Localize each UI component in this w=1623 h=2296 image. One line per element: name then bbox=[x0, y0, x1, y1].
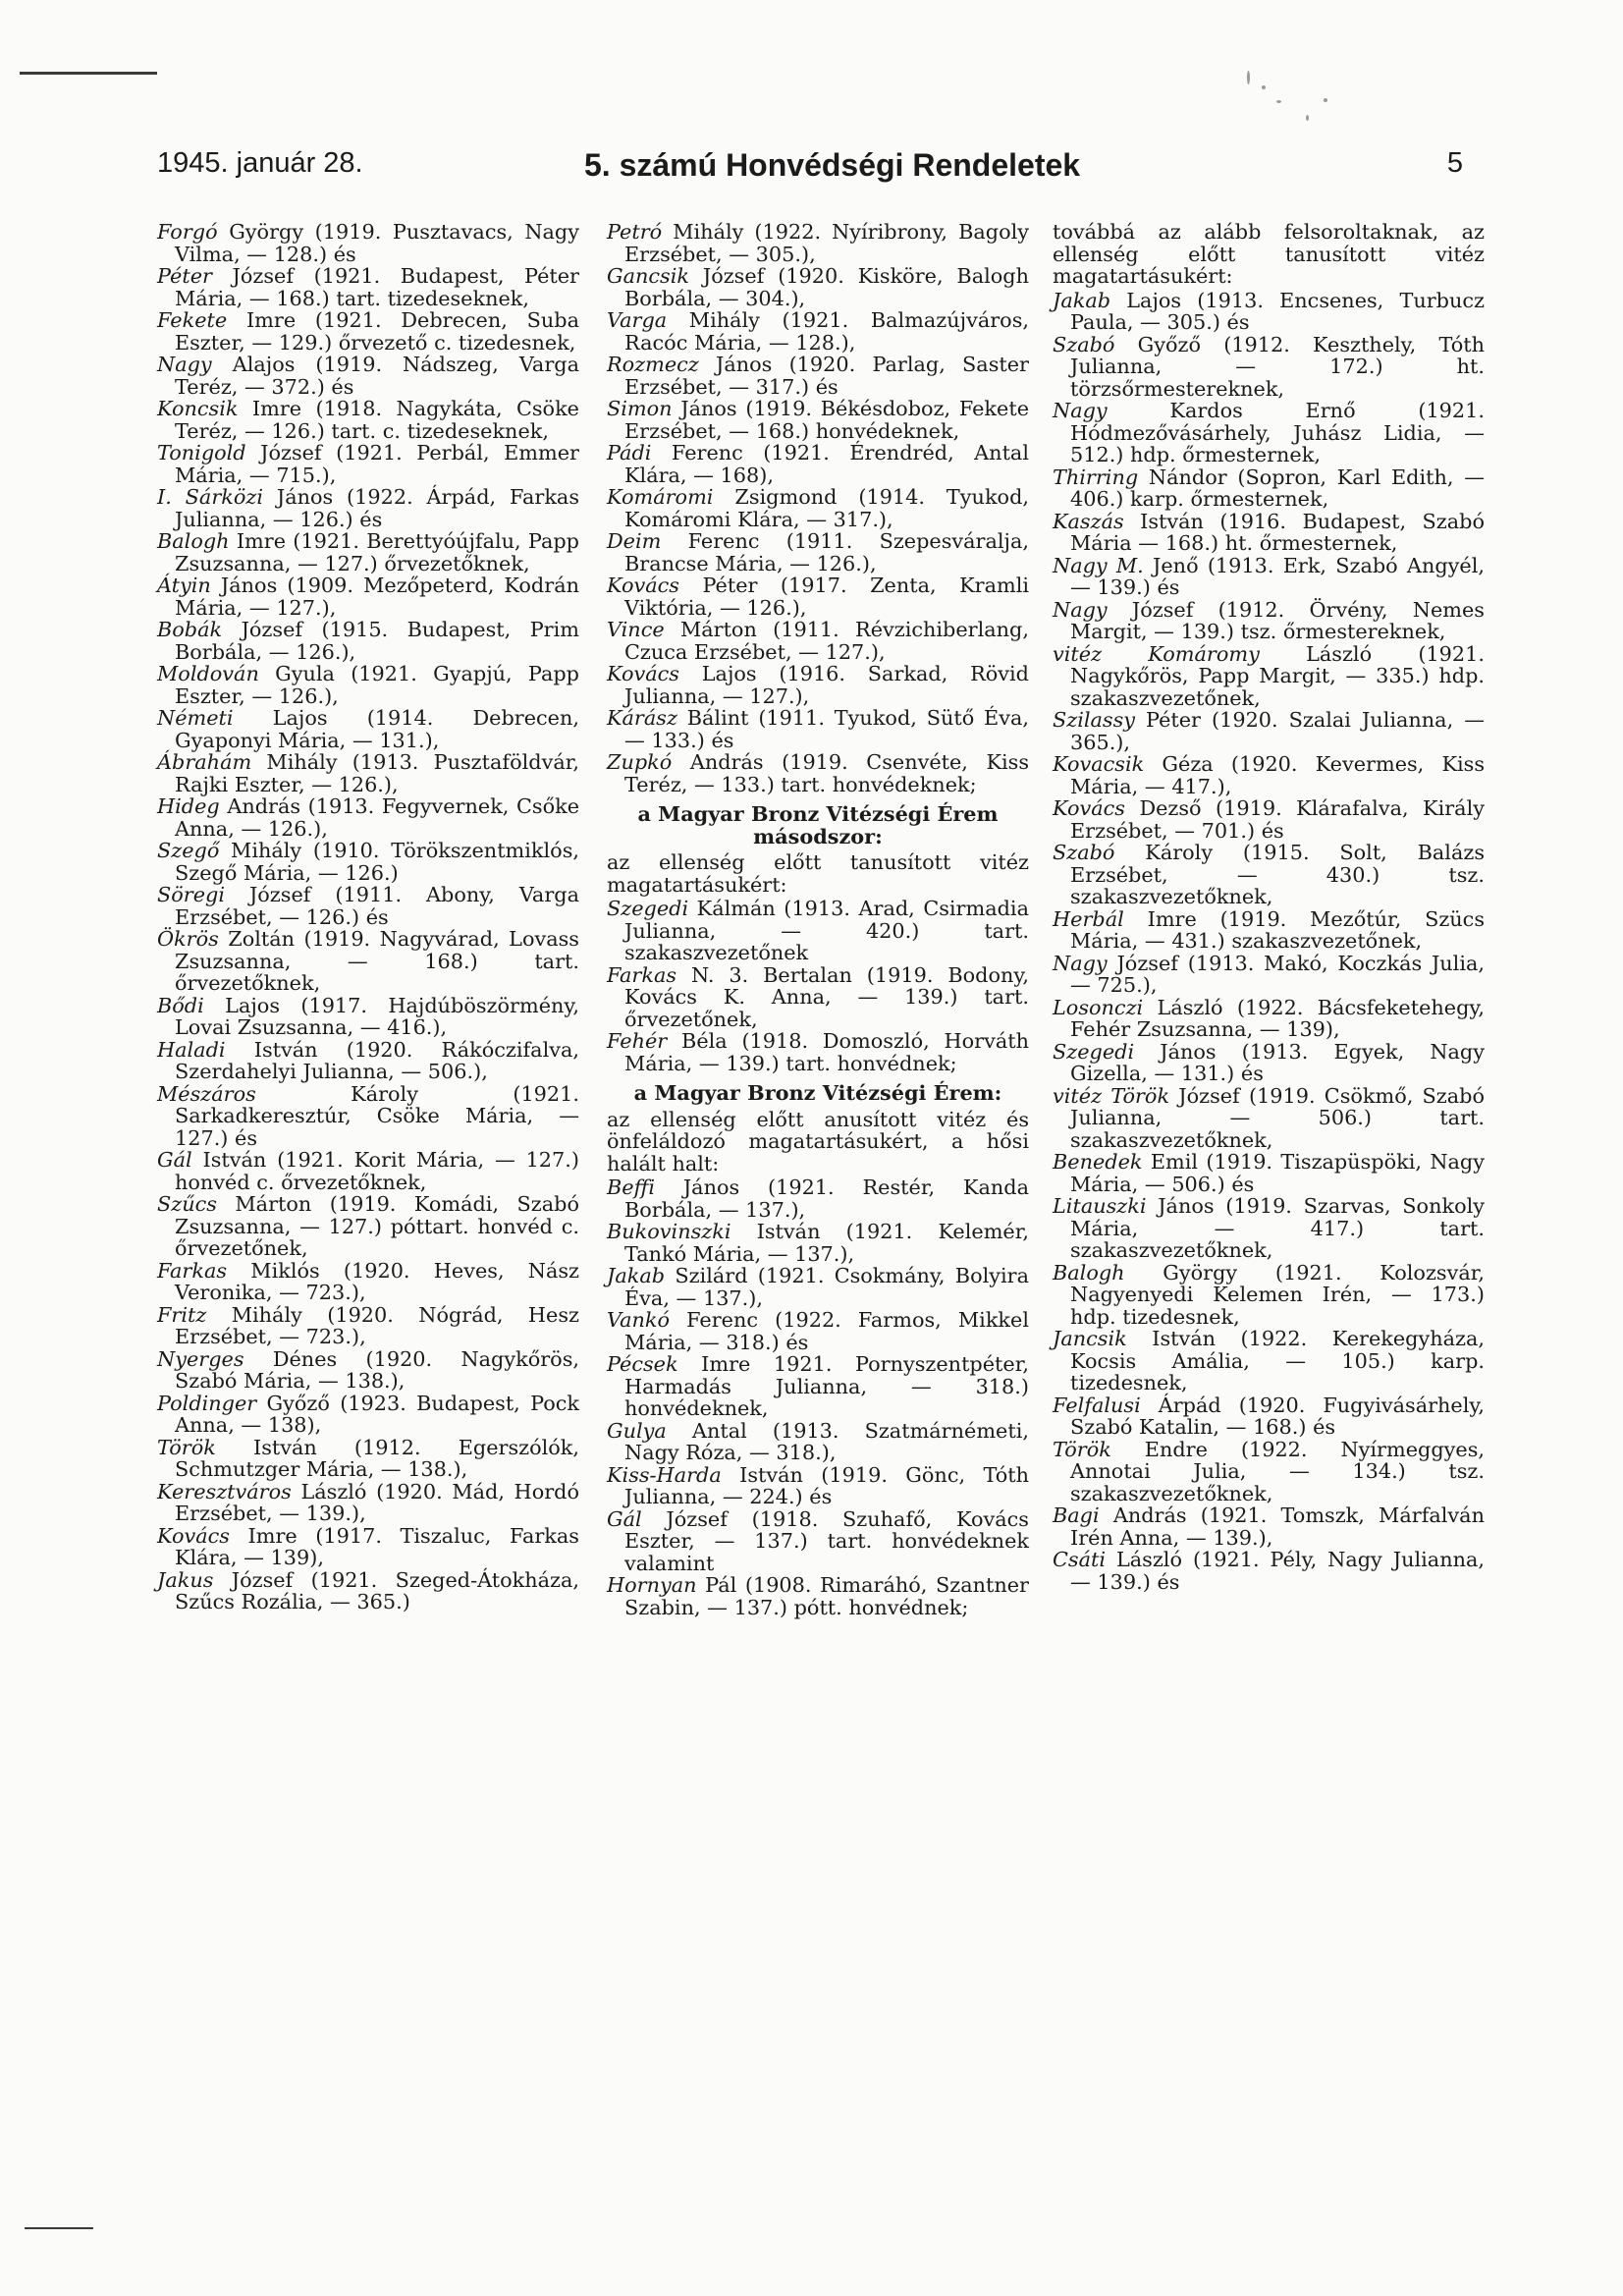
surname: Farkas bbox=[157, 1258, 228, 1283]
entry-details: Ferenc (1921. Érendréd, Antal Klára, — 168), bbox=[624, 441, 1029, 487]
entry-details: János (1913. Egyek, Nagy Gizella, — 131.) és bbox=[1070, 1039, 1485, 1085]
surname: Kovács bbox=[157, 1523, 230, 1548]
surname: Jancsik bbox=[1053, 1327, 1127, 1350]
decoration-entry bbox=[1053, 953, 1485, 997]
entry-details: Dezső (1919. Klárafalva, Király Erzsébet, — 701.) és bbox=[1070, 796, 1485, 843]
surname: Csáti bbox=[1053, 1548, 1106, 1571]
surname: Török bbox=[1053, 1437, 1111, 1461]
surname: Fehér bbox=[607, 1029, 668, 1053]
surname: Nagy bbox=[1053, 951, 1108, 975]
surname: Kovács bbox=[1053, 796, 1125, 820]
entry-details: István (1921. Kelemér, Tankó Mária, — 137.), bbox=[624, 1220, 1029, 1266]
entry-details: Mihály (1910. Törökszentmiklós, Szegő Mária, — 126.) bbox=[175, 839, 579, 885]
decoration-entry bbox=[1053, 643, 1485, 710]
entry-details: József (1921. Perbál, Emmer Mária, — 715.), bbox=[175, 441, 579, 487]
decoration-entry bbox=[157, 751, 579, 795]
publication-title: 5. számú Honvédségi Rendeletek bbox=[584, 147, 1081, 183]
decoration-entry bbox=[157, 884, 579, 928]
section-heading: a Magyar Bronz Vitézségi Érem: bbox=[633, 1080, 1002, 1105]
entry-details: Lajos (1917. Hajdúböszörmény, Lovai Zsuzsanna, — 416.), bbox=[175, 993, 579, 1039]
entry-details: István (1912. Egerszólók, Schmutzger Mária, — 138.), bbox=[175, 1435, 579, 1481]
surname: Poldinger bbox=[157, 1391, 257, 1415]
surname: Varga bbox=[607, 308, 668, 332]
entry-details: Bálint (1911. Tyukod, Sütő Éva, — 133.) és bbox=[624, 706, 1029, 752]
entry-details: Jenő (1913. Erk, Szabó Angyél, — 139.) és bbox=[1070, 553, 1485, 599]
surname: Keresztváros bbox=[157, 1479, 292, 1503]
entry-details: Imre (1917. Tiszaluc, Farkas Klára, — 139), bbox=[175, 1523, 579, 1569]
entry-details: József (1911. Abony, Varga Erzsébet, — 126.) és bbox=[175, 883, 579, 929]
decoration-entry bbox=[157, 265, 579, 309]
entry-details: József (1919. Csökmő, Szabó Julianna, — 506.) tart. szakaszvezetőknek, bbox=[1070, 1083, 1485, 1152]
surname: Losonczi bbox=[1053, 995, 1144, 1019]
decoration-entry bbox=[1053, 400, 1485, 466]
surname: Nagy bbox=[1053, 399, 1108, 422]
decoration-entry bbox=[1053, 1262, 1485, 1329]
decoration-entry bbox=[607, 964, 1029, 1031]
entry-details: László (1922. Bácsfeketehegy, Fehér Zsuzsanna, — 139), bbox=[1070, 995, 1485, 1041]
surname: Balogh bbox=[1053, 1260, 1125, 1285]
entry-details: Nándor (Sopron, Karl Edith, — 406.) karp. őrmesternek, bbox=[1070, 465, 1485, 511]
entry-details: István (1919. Gönc, Tóth Julianna, — 224.) és bbox=[624, 1462, 1029, 1508]
entry-details: András (1921. Tomszk, Márfalván Irén Anna, — 139.), bbox=[1070, 1503, 1485, 1550]
surname: Vankó bbox=[607, 1308, 671, 1332]
entry-details: János (1919. Szarvas, Sonkoly Mária, — 417.) tart. szakaszvezetőknek, bbox=[1070, 1194, 1485, 1262]
entry-details: Kálmán (1913. Arad, Csirmadia Julianna, — 420.) tart. szakaszvezetőnek bbox=[624, 897, 1029, 964]
surname: vitéz Komáromy bbox=[1053, 641, 1260, 666]
surname: Haladi bbox=[157, 1037, 226, 1062]
entry-details: Imre (1921. Debrecen, Suba Eszter, — 129.) őrvezető c. tizedesnek, bbox=[175, 308, 579, 355]
surname: Ábrahám bbox=[157, 750, 252, 774]
section-intro: az ellenség előtt tanusított vitéz magatartásukért: bbox=[607, 850, 1029, 897]
surname: Petró bbox=[607, 220, 663, 244]
page-header bbox=[157, 147, 1463, 196]
entry-details: Géza (1920. Kevermes, Kiss Mária, — 417.), bbox=[1070, 752, 1485, 798]
surname: Farkas bbox=[607, 962, 677, 987]
entry-details: Béla (1918. Domoszló, Horváth Mária, — 139.) tart. honvédnek; bbox=[624, 1029, 1029, 1075]
decoration-entry bbox=[1053, 1151, 1485, 1195]
surname: Török bbox=[157, 1435, 216, 1459]
surname: Jakus bbox=[157, 1567, 214, 1592]
decoration-entry bbox=[1053, 842, 1485, 908]
decoration-entry bbox=[157, 486, 579, 530]
entry-details: József (1912. Örvény, Nemes Margit, — 139.) tsz. őrmestereknek, bbox=[1070, 597, 1485, 643]
surname: Zupkó bbox=[607, 750, 673, 774]
surname: Jakab bbox=[1053, 288, 1111, 312]
surname: Komáromi bbox=[607, 485, 714, 509]
surname: Tonigold bbox=[157, 441, 246, 465]
decoration-entry bbox=[157, 1525, 579, 1569]
entry-details: Dénes (1920. Nagykőrös, Szabó Mária, — 138.), bbox=[175, 1346, 579, 1393]
surname: Szilassy bbox=[1053, 708, 1135, 732]
decoration-entry bbox=[607, 221, 1029, 265]
surname: Koncsik bbox=[157, 397, 239, 420]
entry-details: Gyula (1921. Gyapjú, Papp Eszter, — 126.), bbox=[175, 662, 579, 708]
surname: Beffi bbox=[607, 1175, 655, 1199]
decoration-entry bbox=[1053, 709, 1485, 753]
entry-details: Imre (1919. Mezőtúr, Szücs Mária, — 431.) szakaszvezetőnek, bbox=[1070, 906, 1485, 953]
surname: Rozmecz bbox=[607, 353, 699, 376]
decoration-entry bbox=[157, 1260, 579, 1304]
entry-details: Pál (1908. Rimaráhó, Szantner Szabin, — 137.) pótt. honvédnek; bbox=[624, 1573, 1029, 1619]
surname: Kovács bbox=[607, 574, 679, 597]
entry-details: Péter (1920. Szalai Julianna, — 365.), bbox=[1070, 708, 1485, 754]
decoration-entry bbox=[607, 1574, 1029, 1618]
entry-details: János (1922. Árpád, Farkas Julianna, — 126.) és bbox=[175, 485, 579, 531]
entry-details: Ferenc (1911. Szepesváralja, Brancse Mária, — 126.), bbox=[624, 529, 1029, 575]
decoration-entry bbox=[1053, 753, 1485, 797]
entry-details: József (1913. Makó, Koczkás Julia, — 725.), bbox=[1070, 951, 1485, 997]
entry-details: Zoltán (1919. Nagyvárad, Lovass Zsuzsanna, — 168.) tart. őrvezetőknek, bbox=[175, 927, 579, 995]
decoration-entry bbox=[157, 1569, 579, 1613]
decoration-entry bbox=[607, 1309, 1029, 1353]
entry-details: Mihály (1913. Pusztaföldvár, Rajki Eszter, — 126.), bbox=[175, 750, 579, 796]
decoration-entry bbox=[1053, 1195, 1485, 1262]
decoration-entry bbox=[1053, 1085, 1485, 1152]
entry-details: Lajos (1913. Encsenes, Turbucz Paula, — 305.) és bbox=[1070, 288, 1485, 334]
decoration-entry bbox=[157, 1348, 579, 1393]
scan-edge-mark-bottom bbox=[25, 2227, 93, 2229]
decoration-entry bbox=[1053, 599, 1485, 643]
surname: Szűcs bbox=[157, 1192, 217, 1216]
section-intro: az ellenség előtt anusított vitéz és önfeláldozó magatartásukért, a hősi halált halt: bbox=[607, 1107, 1029, 1175]
surname: Deim bbox=[607, 529, 662, 553]
decoration-entry bbox=[157, 1193, 579, 1260]
surname: I. Sárközi bbox=[157, 485, 263, 509]
decoration-entry bbox=[157, 442, 579, 486]
decoration-entry bbox=[1053, 1504, 1485, 1549]
decoration-entry bbox=[1053, 334, 1485, 401]
surname: Szabó bbox=[1053, 332, 1115, 356]
surname: Hideg bbox=[157, 794, 220, 818]
decoration-entry bbox=[157, 619, 579, 663]
entry-details: József (1921. Budapest, Péter Mária, — 168.) tart. tizedeseknek, bbox=[175, 264, 579, 310]
surname: Hornyan bbox=[607, 1573, 697, 1597]
surname: Szabó bbox=[1053, 841, 1115, 864]
entry-details: Alajos (1919. Nádszeg, Varga Teréz, — 372.) és bbox=[175, 353, 579, 399]
surname: Gál bbox=[157, 1148, 192, 1172]
entry-details: László (1920. Mád, Hordó Erzsébet, — 139.), bbox=[175, 1479, 579, 1525]
decoration-entry bbox=[1053, 908, 1485, 953]
decoration-entry bbox=[157, 1039, 579, 1083]
surname: Szegő bbox=[157, 839, 220, 862]
entry-details: János (1920. Parlag, Saster Erzsébet, — 317.) és bbox=[624, 353, 1029, 399]
text-column-3 bbox=[1053, 221, 1485, 1593]
entry-details: András (1913. Fegyvernek, Csőke Anna, — 126.), bbox=[175, 794, 579, 841]
surname: Nagy bbox=[157, 353, 212, 376]
surname: Bődi bbox=[157, 993, 204, 1017]
entry-details: János (1921. Restér, Kanda Borbála, — 137.), bbox=[624, 1175, 1029, 1222]
surname: Ökrös bbox=[157, 927, 219, 951]
entry-details: András (1919. Csenvéte, Kiss Teréz, — 133.) tart. honvédeknek; bbox=[624, 750, 1029, 796]
decoration-entry bbox=[607, 265, 1029, 309]
decoration-entry bbox=[1053, 797, 1485, 842]
entry-details: Antal (1913. Szatmárnémeti, Nagy Róza, — 318.), bbox=[624, 1418, 1029, 1464]
decoration-entry bbox=[157, 1149, 579, 1193]
decoration-entry bbox=[607, 354, 1029, 398]
text-column-1 bbox=[157, 221, 579, 1613]
decoration-entry bbox=[157, 995, 579, 1039]
surname: Nyerges bbox=[157, 1346, 244, 1371]
decoration-entry bbox=[1053, 997, 1485, 1041]
decoration-entry bbox=[607, 1176, 1029, 1221]
entry-details: László (1921. Nagykőrös, Papp Margit, — 335.) hdp. szakaszvezetőnek, bbox=[1070, 641, 1485, 710]
entry-details: István (1921. Korit Mária, — 127.) honvéd c. őrvezetőknek, bbox=[175, 1148, 579, 1194]
decoration-entry bbox=[607, 398, 1029, 442]
surname: Fekete bbox=[157, 308, 228, 332]
surname: Szegedi bbox=[1053, 1039, 1135, 1064]
decoration-entry bbox=[607, 619, 1029, 663]
surname: Mészáros bbox=[157, 1081, 256, 1106]
entry-details: Ferenc (1922. Farmos, Mikkel Mária, — 318.) és bbox=[624, 1308, 1029, 1354]
page-number: 5 bbox=[1446, 147, 1463, 179]
entry-details: László (1921. Pély, Nagy Julianna, — 139.) és bbox=[1070, 1548, 1485, 1594]
entry-details: István (1916. Budapest, Szabó Mária — 168.) ht. őrmesternek, bbox=[1070, 509, 1485, 555]
surname: Balogh bbox=[157, 529, 230, 553]
decoration-entry bbox=[1053, 1439, 1485, 1505]
decoration-entry bbox=[607, 530, 1029, 574]
entry-details: János (1919. Békésdoboz, Fekete Erzsébet, — 168.) honvédeknek, bbox=[624, 397, 1029, 443]
entry-details: József (1918. Szuhafő, Kovács Eszter, — 137.) tart. honvédeknek valamint bbox=[624, 1506, 1029, 1575]
decoration-entry bbox=[607, 442, 1029, 486]
entry-details: Emil (1919. Tiszapüspöki, Nagy Mária, — 506.) és bbox=[1070, 1150, 1485, 1196]
scan-smudge bbox=[1208, 61, 1365, 149]
decoration-entry bbox=[607, 486, 1029, 530]
entry-details: János (1909. Mezőpeterd, Kodrán Mária, — 127.), bbox=[175, 574, 579, 620]
surname: Kárász bbox=[607, 706, 677, 730]
decoration-entry bbox=[157, 221, 579, 265]
surname: Kaszás bbox=[1053, 509, 1124, 533]
entry-details: István (1920. Rákóczifalva, Szerdahelyi Julianna, — 506.), bbox=[175, 1037, 579, 1083]
decoration-entry bbox=[607, 1353, 1029, 1420]
surname: Gulya bbox=[607, 1418, 667, 1443]
decoration-entry bbox=[157, 928, 579, 995]
surname: Bagi bbox=[1053, 1503, 1100, 1527]
decoration-entry bbox=[157, 1304, 579, 1348]
issue-date: 1945. január 28. bbox=[157, 147, 363, 179]
decoration-entry bbox=[1053, 555, 1485, 599]
decoration-entry bbox=[607, 309, 1029, 354]
surname: Jakab bbox=[607, 1264, 666, 1287]
entry-details: György (1919. Pusztavacs, Nagy Vilma, — 128.) és bbox=[175, 220, 579, 266]
surname: Benedek bbox=[1053, 1150, 1143, 1174]
surname: Kovács bbox=[607, 662, 679, 685]
surname: Nagy M. bbox=[1053, 553, 1144, 577]
decoration-entry bbox=[157, 1481, 579, 1525]
decoration-entry bbox=[607, 898, 1029, 964]
decoration-entry bbox=[157, 1393, 579, 1437]
entry-details: Zsigmond (1914. Tyukod, Komáromi Klára, — 317.), bbox=[624, 485, 1029, 531]
entry-details: Károly (1915. Solt, Balázs Erzsébet, — 430.) tsz. szakaszvezetőknek, bbox=[1070, 841, 1485, 908]
surname: Átyin bbox=[157, 574, 211, 597]
decoration-entry bbox=[157, 574, 579, 619]
surname: Bobák bbox=[157, 618, 223, 641]
entry-details: Imre 1921. Pornyszentpéter, Harmadás Julianna, — 318.) honvédeknek, bbox=[624, 1352, 1029, 1420]
surname: Simon bbox=[607, 397, 673, 420]
surname: Thirring bbox=[1053, 465, 1139, 489]
entry-details: N. 3. Bertalan (1919. Bodony, Kovács K. Anna, — 139.) tart. őrvezetőnek, bbox=[624, 962, 1029, 1031]
surname: Moldován bbox=[157, 662, 259, 685]
entry-details: Imre (1918. Nagykáta, Csöke Teréz, — 126.) tart. c. tizedeseknek, bbox=[175, 397, 579, 443]
entry-details: Győző (1923. Budapest, Pock Anna, — 138), bbox=[175, 1391, 579, 1437]
surname: Fritz bbox=[157, 1302, 207, 1327]
decoration-entry bbox=[157, 398, 579, 442]
entry-details: Péter (1917. Zenta, Kramli Viktória, — 126.), bbox=[624, 574, 1029, 620]
decoration-entry bbox=[157, 663, 579, 707]
surname: Bukovinszki bbox=[607, 1220, 731, 1243]
entry-details: Kardos Ernő (1921. Hódmezővásárhely, Juhász Lidia, — 512.) hdp. őrmesternek, bbox=[1070, 399, 1485, 466]
decoration-entry bbox=[1053, 466, 1485, 511]
decoration-entry bbox=[607, 663, 1029, 707]
entry-details: Győző (1912. Keszthely, Tóth Julianna, — 172.) ht. törzsőrmestereknek, bbox=[1070, 332, 1485, 401]
entry-details: György (1921. Kolozsvár, Nagyenyedi Kelemen Irén, — 173.) hdp. tizedesnek, bbox=[1070, 1260, 1485, 1329]
decoration-entry bbox=[1053, 1549, 1485, 1593]
decoration-entry bbox=[157, 354, 579, 398]
entry-details: József (1920. Kisköre, Balogh Borbála, — 304.), bbox=[624, 264, 1029, 310]
decoration-entry bbox=[607, 1030, 1029, 1074]
decoration-entry bbox=[157, 309, 579, 354]
text-column-2 bbox=[607, 221, 1029, 1618]
decoration-entry bbox=[607, 1464, 1029, 1508]
surname: Gancsik bbox=[607, 264, 689, 288]
entry-details: Szilárd (1921. Csokmány, Bolyira Éva, — 137.), bbox=[624, 1264, 1029, 1310]
decoration-entry bbox=[607, 574, 1029, 619]
decoration-entry bbox=[607, 1420, 1029, 1464]
decoration-entry bbox=[607, 707, 1029, 751]
decoration-entry bbox=[157, 795, 579, 840]
surname: Szegedi bbox=[607, 897, 689, 920]
entry-details: István (1922. Kerekegyháza, Kocsis Amália, — 105.) karp. tizedesnek, bbox=[1070, 1327, 1485, 1394]
surname: Litauszki bbox=[1053, 1194, 1147, 1218]
entry-details: József (1915. Budapest, Prim Borbála, — 126.), bbox=[175, 618, 579, 664]
entry-details: Endre (1922. Nyírmeggyes, Annotai Julia, — 134.) tsz. szakaszvezetőknek, bbox=[1070, 1437, 1485, 1505]
entry-details: József (1921. Szeged-Átokháza, Szűcs Rozália, — 365.) bbox=[175, 1567, 579, 1613]
decoration-entry bbox=[157, 1083, 579, 1150]
entry-details: Árpád (1920. Fugyivásárhely, Szabó Katalin, — 168.) és bbox=[1070, 1393, 1485, 1439]
surname: Gál bbox=[607, 1506, 642, 1531]
decoration-entry bbox=[157, 530, 579, 574]
decoration-entry bbox=[157, 1437, 579, 1481]
section-intro: továbbá az alább felsoroltaknak, az ellenség előtt tanusított vitéz magatartásukért: bbox=[1053, 220, 1485, 288]
surname: Söregi bbox=[157, 883, 225, 906]
surname: Péter bbox=[157, 264, 212, 288]
section-heading: a Magyar Bronz Vitézségi Érem másodszor: bbox=[637, 801, 999, 848]
surname: Herbál bbox=[1053, 906, 1124, 931]
surname: Vince bbox=[607, 618, 665, 641]
surname: Pécsek bbox=[607, 1352, 678, 1376]
entry-details: Mihály (1921. Balmazújváros, Racóc Mária, — 128.), bbox=[624, 308, 1029, 355]
decoration-entry bbox=[1053, 1328, 1485, 1394]
decoration-entry bbox=[607, 751, 1029, 795]
surname: Pádi bbox=[607, 441, 652, 465]
surname: Németi bbox=[157, 706, 234, 730]
surname: Kovacsik bbox=[1053, 752, 1145, 776]
surname: vitéz Török bbox=[1053, 1083, 1170, 1108]
decoration-entry bbox=[1053, 511, 1485, 555]
entry-details: Lajos (1914. Debrecen, Gyaponyi Mária, — 131.), bbox=[175, 706, 579, 752]
entry-details: Károly (1921. Sarkadkeresztúr, Csöke Mária, — 127.) és bbox=[175, 1081, 579, 1150]
surname: Nagy bbox=[1053, 597, 1108, 622]
scan-edge-mark-top bbox=[20, 72, 157, 75]
surname: Kiss-Harda bbox=[607, 1462, 722, 1487]
decoration-entry bbox=[1053, 1394, 1485, 1439]
decoration-entry bbox=[157, 840, 579, 884]
surname: Forgó bbox=[157, 220, 218, 244]
decoration-entry bbox=[1053, 1041, 1485, 1085]
decoration-entry bbox=[607, 1265, 1029, 1309]
entry-details: Márton (1919. Komádi, Szabó Zsuzsanna, — 127.) póttart. honvéd c. őrvezetőnek, bbox=[175, 1192, 579, 1260]
entry-details: Mihály (1922. Nyíribrony, Bagoly Erzsébet, — 305.), bbox=[624, 220, 1029, 266]
entry-details: Lajos (1916. Sarkad, Rövid Julianna, — 127.), bbox=[624, 662, 1029, 708]
entry-details: Imre (1921. Berettyóújfalu, Papp Zsuzsanna, — 127.) őrvezetőknek, bbox=[175, 529, 579, 575]
surname: Felfalusi bbox=[1053, 1393, 1141, 1417]
entry-details: Mihály (1920. Nógrád, Hesz Erzsébet, — 723.), bbox=[175, 1302, 579, 1348]
decoration-entry bbox=[607, 1508, 1029, 1575]
decoration-entry bbox=[157, 707, 579, 751]
decoration-entry bbox=[607, 1221, 1029, 1265]
decoration-entry bbox=[1053, 290, 1485, 334]
entry-details: Márton (1911. Révzichiberlang, Czuca Erzsébet, — 127.), bbox=[624, 618, 1029, 664]
entry-details: Miklós (1920. Heves, Nász Veronika, — 723.), bbox=[175, 1258, 579, 1304]
